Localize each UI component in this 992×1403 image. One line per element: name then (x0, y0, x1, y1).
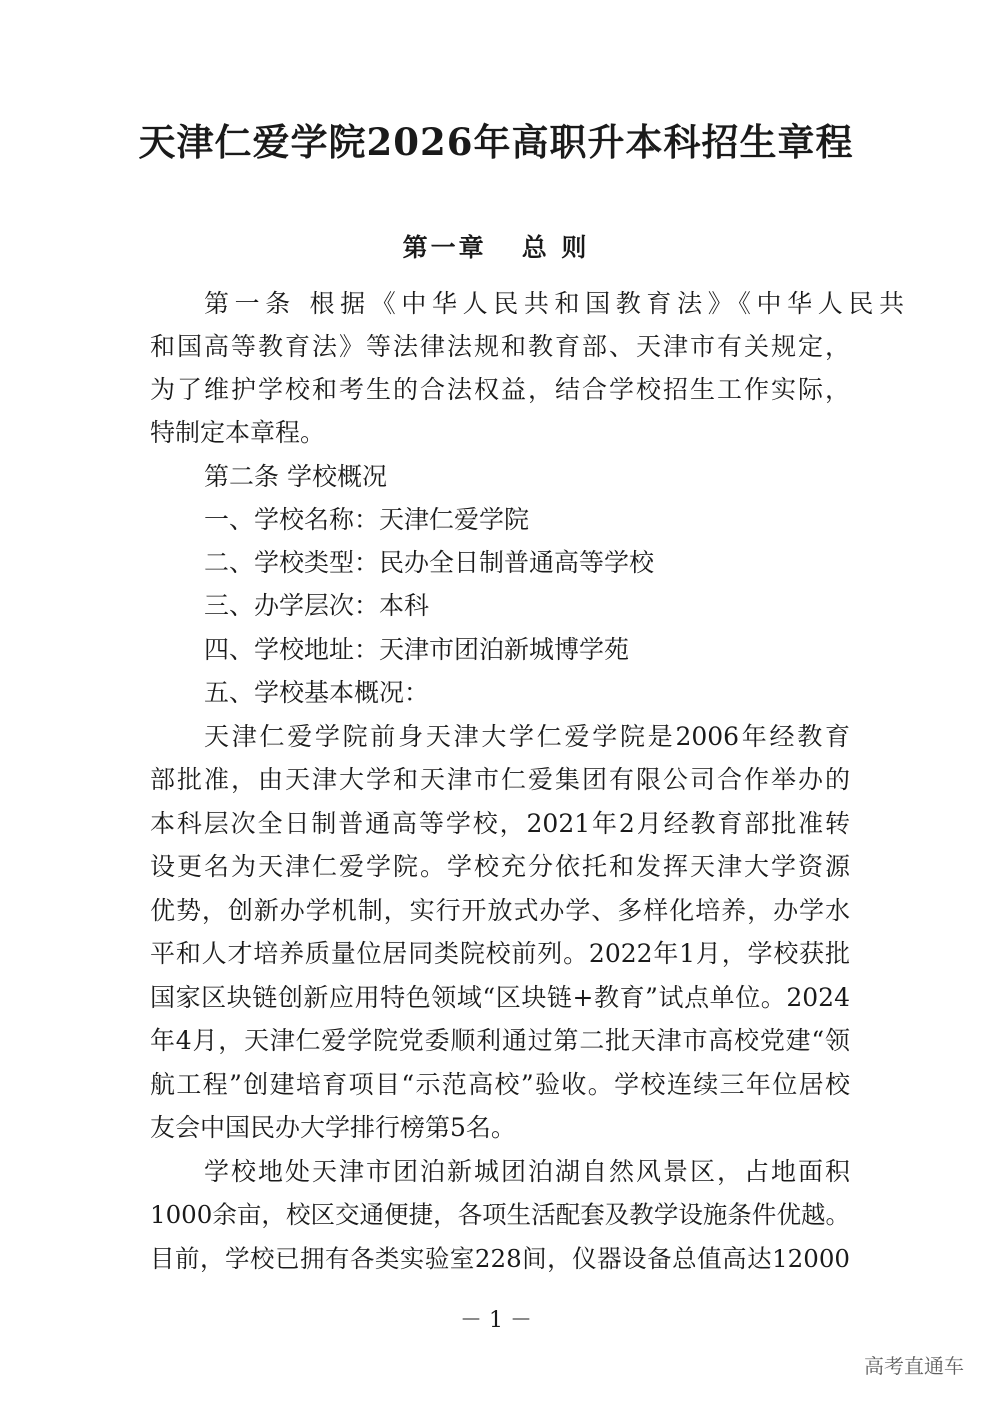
watermark: 高考直通车 (864, 1354, 964, 1378)
overview-line-1: 天津仁爱学院前身天津大学仁爱学院是2006年经教育 (204, 722, 850, 751)
overview-line-7: 国家区块链创新应用特色领域“区块链+教育”试点单位。2024 (150, 983, 850, 1012)
chapter-heading: 第一章 总 则 (402, 233, 590, 262)
article-1-line-4: 特制定本章程。 (150, 418, 326, 447)
school-type-item: 二、学校类型：民办全日制普通高等学校 (204, 548, 655, 577)
school-name-item: 一、学校名称：天津仁爱学院 (204, 505, 530, 534)
school-overview-heading: 五、学校基本概况： (204, 678, 430, 707)
overview-line-5: 优势，创新办学机制，实行开放式办学、多样化培养，办学水 (150, 896, 850, 925)
article-1-line-3: 为了维护学校和考生的合法权益，结合学校招生工作实际， (150, 375, 850, 404)
overview-line-10: 友会中国民办大学排行榜第5名。 (150, 1113, 516, 1142)
page-number: － 1 － (460, 1308, 532, 1333)
article-2-heading: 第二条 学校概况 (204, 462, 387, 491)
overview-line-4: 设更名为天津仁爱学院。学校充分依托和发挥天津大学资源 (150, 852, 850, 881)
school-address-item: 四、学校地址：天津市团泊新城博学苑 (204, 635, 630, 664)
article-1-line-1: 第一条 根据《中华人民共和国教育法》《中华人民共 (204, 289, 904, 318)
document-title: 天津仁爱学院2026年高职升本科招生章程 (138, 120, 854, 164)
school-level-item: 三、办学层次：本科 (204, 591, 430, 620)
overview-line-8: 年4月，天津仁爱学院党委顺利通过第二批天津市高校党建“领 (150, 1026, 850, 1055)
overview-line-6: 平和人才培养质量位居同类院校前列。2022年1月，学校获批 (150, 939, 850, 968)
campus-line-3: 目前，学校已拥有各类实验室228间，仪器设备总值高达12000 (150, 1244, 850, 1273)
overview-line-2: 部批准，由天津大学和天津市仁爱集团有限公司合作举办的 (150, 765, 850, 794)
campus-line-1: 学校地处天津市团泊新城团泊湖自然风景区，占地面积 (204, 1157, 850, 1186)
campus-line-2: 1000余亩，校区交通便捷，各项生活配套及教学设施条件优越。 (150, 1200, 850, 1229)
overview-line-9: 航工程”创建培育项目“示范高校”验收。学校连续三年位居校 (150, 1070, 850, 1099)
article-1-line-2: 和国高等教育法》等法律法规和教育部、天津市有关规定， (150, 332, 850, 361)
overview-line-3: 本科层次全日制普通高等学校，2021年2月经教育部批准转 (150, 809, 850, 838)
